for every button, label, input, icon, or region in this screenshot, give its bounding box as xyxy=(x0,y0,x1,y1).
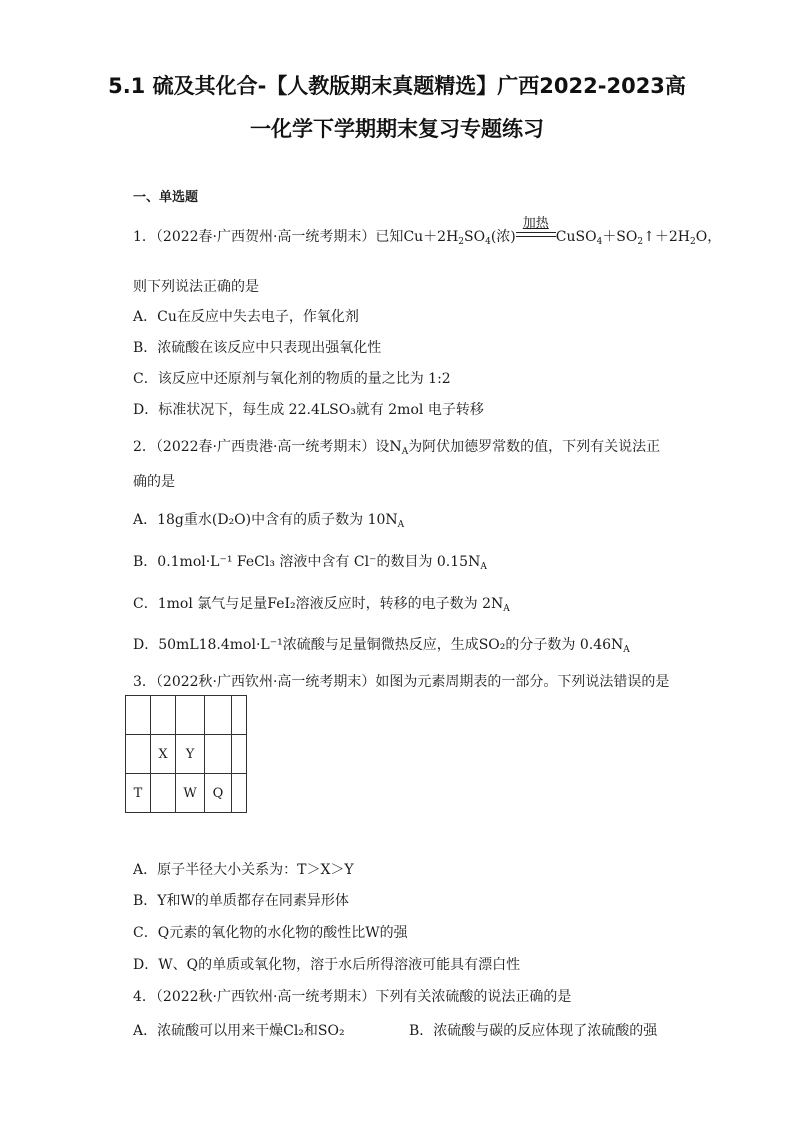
q1-eq-right3: ↑＋2H xyxy=(643,229,690,245)
q1-eq-right2: ＋SO xyxy=(602,229,638,245)
table-cell xyxy=(151,696,176,735)
table-row xyxy=(126,735,247,774)
table-cell: W xyxy=(176,774,205,813)
q1-option-d: D．标准状况下，每生成 22.4LSO₃就有 2mol 电子转移 xyxy=(133,402,484,418)
q2-option-a xyxy=(133,509,404,530)
table-cell xyxy=(176,696,205,735)
q2-option-d-text: D．50mL18.4mol·L⁻¹浓硫酸与足量铜微热反应，生成SO₂的分子数为 0.46N xyxy=(133,637,624,653)
q3-option-b: B．Y和W的单质都存在同素异形体 xyxy=(133,893,349,909)
q2-stem-rest: 为阿伏加德罗常数的值，下列有关说法正 xyxy=(408,439,661,455)
q1-eq-so: SO xyxy=(464,229,486,245)
q2-na-sub: A xyxy=(401,447,409,457)
q2-option-d xyxy=(133,634,630,655)
q3-option-c: C．Q元素的氧化物的水化物的酸性比W的强 xyxy=(133,925,408,941)
q3-stem: 3．（2022秋·广西钦州·高一统考期末）如图为元素周期表的一部分。下列说法错误的是 xyxy=(133,674,670,690)
table-row xyxy=(126,696,247,735)
table-cell xyxy=(232,774,247,813)
q1-eq-right4: O， xyxy=(695,229,722,245)
q2-option-d-sub: A xyxy=(623,645,630,655)
q2-option-c-text: C．1mol 氯气与足量FeI₂溶液反应时，转移的电子数为 2N xyxy=(133,596,504,612)
table-cell: Q xyxy=(205,774,232,813)
q1-eq-right1: CuSO xyxy=(555,229,597,245)
q1-eq-arrow xyxy=(516,216,556,245)
q1-eq-left: Cu＋2H xyxy=(403,229,459,245)
q1-option-b: B．浓硫酸在该反应中只表现出强氧化性 xyxy=(133,340,382,356)
q1-option-c: C．该反应中还原剂与氧化剂的物质的量之比为 1:2 xyxy=(133,371,451,387)
q2-option-b-sub: A xyxy=(480,562,487,572)
q1-eq-sub5: 2 xyxy=(689,237,696,247)
table-cell xyxy=(151,774,176,813)
q2-option-b-text: B．0.1mol·L⁻¹ FeCl₃ 溶液中含有 Cl⁻的数目为 0.15N xyxy=(133,554,481,570)
q1-stem-prefix: 1．（2022春·广西贺州·高一统考期末）已知 xyxy=(133,229,404,245)
table-cell xyxy=(232,735,247,774)
q1-eq-sub1: 2 xyxy=(458,237,465,247)
q1-eq-sub4: 2 xyxy=(637,237,644,247)
table-cell: Y xyxy=(176,735,205,774)
table-cell xyxy=(126,735,151,774)
q3-option-a: A．原子半径大小关系为：T＞X＞Y xyxy=(133,862,354,878)
q1-stem xyxy=(133,216,722,247)
q2-option-a-sub: A xyxy=(397,520,405,530)
q1-eq-sub3: 4 xyxy=(596,237,603,247)
table-cell: T xyxy=(126,774,151,813)
q1-option-a: A．Cu在反应中失去电子，作氧化剂 xyxy=(133,309,359,325)
q2-stem-prefix: 2．（2022春·广西贵港·高一统考期末）设N xyxy=(133,439,402,455)
q1-eq-sub2: 4 xyxy=(485,237,491,247)
q4-option-a: A．浓硫酸可以用来干燥Cl₂和SO₂ xyxy=(133,1023,345,1039)
table-cell xyxy=(126,696,151,735)
periodic-table-fragment xyxy=(125,695,247,813)
q2-option-b xyxy=(133,551,487,572)
q1-stem-line-2: 则下列说法正确的是 xyxy=(133,279,259,295)
q1-eq-conc: (浓) xyxy=(490,229,516,245)
q2-stem-line-2: 确的是 xyxy=(133,474,175,490)
table-cell: X xyxy=(151,735,176,774)
q2-stem-line-1 xyxy=(133,436,660,457)
q1-eq-condition: 加热 xyxy=(522,216,549,231)
table-cell xyxy=(205,696,232,735)
q4-option-b: B．浓硫酸与碳的反应体现了浓硫酸的强 xyxy=(409,1023,658,1039)
document-title-line-1: 5.1 硫及其化合-【人教版期末真题精选】广西2022-2023高 xyxy=(108,74,686,98)
q2-option-c-sub: A xyxy=(503,604,510,614)
table-row xyxy=(126,774,247,813)
table-cell xyxy=(205,735,232,774)
q3-option-d: D．W、Q的单质或氧化物，溶于水后所得溶液可能具有漂白性 xyxy=(133,957,521,973)
q2-option-c xyxy=(133,593,510,614)
table-cell xyxy=(232,696,247,735)
section-heading: 一、单选题 xyxy=(133,190,199,205)
q2-option-a-text: A．18g重水(D₂O)中含有的质子数为 10N xyxy=(133,512,398,528)
q4-stem: 4．（2022秋·广西钦州·高一统考期末）下列有关浓硫酸的说法正确的是 xyxy=(133,989,572,1005)
document-title-line-2: 一化学下学期期末复习专题练习 xyxy=(250,117,544,141)
